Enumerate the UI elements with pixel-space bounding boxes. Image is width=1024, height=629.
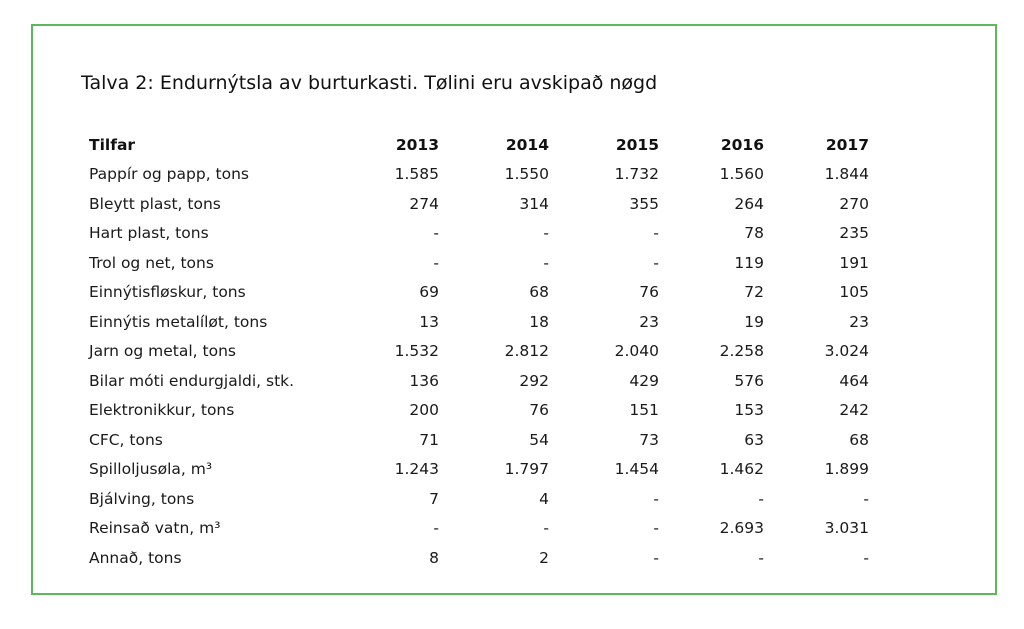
cell-2014: 314 (519, 194, 549, 213)
cell-2015: - (653, 224, 659, 243)
cell-2017: 242 (839, 401, 869, 420)
row-label: Spilloljusøla, m³ (89, 460, 213, 479)
cell-2017: - (863, 548, 869, 567)
cell-2016: 19 (744, 312, 764, 331)
cell-2015: - (653, 548, 659, 567)
row-label: Hart plast, tons (89, 224, 209, 243)
cell-2016: 2.258 (719, 342, 764, 361)
cell-2014: 292 (519, 371, 549, 390)
cell-2014: - (543, 253, 549, 272)
cell-2017: 464 (839, 371, 869, 390)
cell-2014: 76 (529, 401, 549, 420)
row-label: Pappír og papp, tons (89, 165, 250, 184)
row-label: Bilar móti endurgjaldi, stk. (89, 371, 295, 390)
cell-2014: 1.550 (504, 165, 549, 184)
row-label: Annað, tons (89, 548, 182, 567)
table-row (86, 278, 869, 308)
row-label: Einnýtis metalíløt, tons (89, 312, 268, 331)
column-header-2015: 2015 (615, 135, 659, 154)
table-row (86, 307, 869, 337)
cell-2014: 2.812 (504, 342, 549, 361)
row-label: Bleytt plast, tons (89, 194, 221, 213)
cell-2014: 68 (529, 283, 549, 302)
cell-2016: 576 (734, 371, 764, 390)
table-body (86, 160, 869, 573)
cell-2015: 151 (629, 401, 659, 420)
cell-2013: 71 (419, 430, 439, 449)
cell-2016: 119 (734, 253, 764, 272)
cell-2013: - (433, 253, 439, 272)
cell-2015: - (653, 489, 659, 508)
cell-2014: 4 (539, 489, 549, 508)
table-row (86, 455, 869, 485)
cell-2017: 191 (839, 253, 869, 272)
column-header-2017: 2017 (825, 135, 869, 154)
row-label: Bjálving, tons (89, 489, 195, 508)
cell-2014: 2 (539, 548, 549, 567)
cell-2016: 63 (744, 430, 764, 449)
cell-2014: - (543, 224, 549, 243)
row-label: Elektronikkur, tons (89, 401, 235, 420)
table-row (86, 219, 869, 249)
cell-2014: 54 (529, 430, 549, 449)
cell-2013: 69 (419, 283, 439, 302)
column-header-2013: 2013 (395, 135, 439, 154)
column-header-label: Tilfar (89, 135, 136, 154)
cell-2013: - (433, 224, 439, 243)
cell-2013: 136 (409, 371, 439, 390)
table-row (86, 425, 869, 455)
cell-2017: 235 (839, 224, 869, 243)
cell-2017: 3.031 (824, 519, 869, 538)
cell-2017: - (863, 489, 869, 508)
cell-2017: 1.844 (824, 165, 869, 184)
cell-2013: 1.532 (394, 342, 439, 361)
cell-2015: 1.732 (614, 165, 659, 184)
table-row (86, 396, 869, 426)
cell-2016: 264 (734, 194, 764, 213)
cell-2013: 1.243 (394, 460, 439, 479)
row-label: Reinsað vatn, m³ (89, 519, 221, 538)
cell-2015: 23 (639, 312, 659, 331)
cell-2016: 1.462 (719, 460, 764, 479)
cell-2017: 68 (849, 430, 869, 449)
cell-2016: - (758, 548, 764, 567)
cell-2013: 1.585 (394, 165, 439, 184)
cell-2017: 105 (839, 283, 869, 302)
cell-2017: 270 (839, 194, 869, 213)
table-row (86, 337, 869, 367)
cell-2017: 23 (849, 312, 869, 331)
cell-2016: 153 (734, 401, 764, 420)
cell-2015: 429 (629, 371, 659, 390)
table-row (86, 189, 869, 219)
column-header-2016: 2016 (720, 135, 764, 154)
column-header-2014: 2014 (505, 135, 549, 154)
cell-2015: - (653, 519, 659, 538)
cell-2013: 200 (409, 401, 439, 420)
cell-2017: 1.899 (824, 460, 869, 479)
cell-2013: 13 (419, 312, 439, 331)
cell-2015: 73 (639, 430, 659, 449)
cell-2016: - (758, 489, 764, 508)
row-label: Jarn og metal, tons (89, 342, 237, 361)
row-label: CFC, tons (89, 430, 163, 449)
cell-2015: - (653, 253, 659, 272)
cell-2015: 1.454 (614, 460, 659, 479)
row-label: Einnýtisfløskur, tons (89, 283, 246, 302)
cell-2014: 18 (529, 312, 549, 331)
cell-2014: 1.797 (504, 460, 549, 479)
data-table (86, 130, 869, 573)
header-row (86, 130, 869, 160)
table-row (86, 484, 869, 514)
cell-2016: 2.693 (719, 519, 764, 538)
table-row (86, 366, 869, 396)
cell-2016: 72 (744, 283, 764, 302)
cell-2013: - (433, 519, 439, 538)
cell-2017: 3.024 (824, 342, 869, 361)
cell-2013: 274 (409, 194, 439, 213)
cell-2015: 2.040 (614, 342, 659, 361)
cell-2015: 355 (629, 194, 659, 213)
cell-2014: - (543, 519, 549, 538)
table-row (86, 514, 869, 544)
cell-2013: 8 (429, 548, 439, 567)
cell-2016: 78 (744, 224, 764, 243)
table-row (86, 160, 869, 190)
cell-2016: 1.560 (719, 165, 764, 184)
row-label: Trol og net, tons (89, 253, 214, 272)
table-row (86, 248, 869, 278)
table-row (86, 543, 869, 573)
cell-2013: 7 (429, 489, 439, 508)
cell-2015: 76 (639, 283, 659, 302)
table-title: Talva 2: Endurnýtsla av burturkasti. Tølini eru avskipað nøgd (81, 72, 658, 94)
